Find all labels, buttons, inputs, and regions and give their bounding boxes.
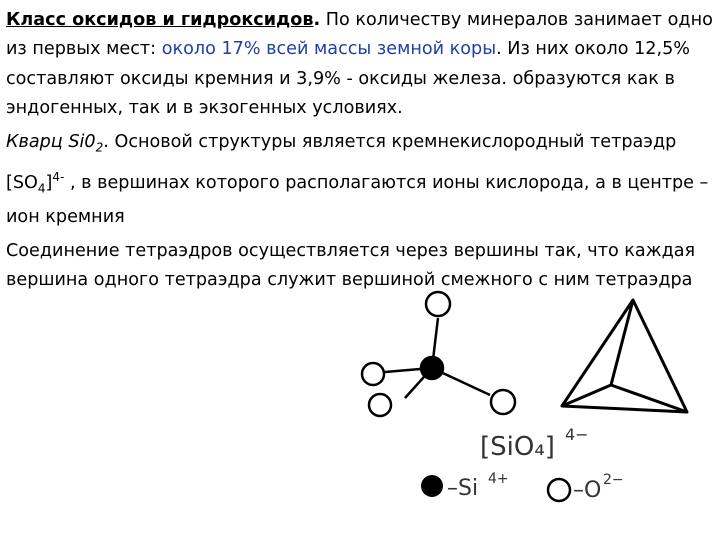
mineral-subscript: 2 <box>95 140 104 155</box>
wireframe-tetrahedron <box>562 300 687 412</box>
formula-bracket: ] <box>45 172 53 193</box>
formula-charge: 4− <box>565 425 589 444</box>
oxygen-atom-right <box>491 390 515 414</box>
formula-label <box>480 425 589 462</box>
oxygen-atom-left <box>362 363 384 385</box>
oxygen-atom-back <box>369 394 391 416</box>
highlight-text: около 17% всей массы земной коры <box>161 39 497 60</box>
para2-text-a: . Основой структуры является кремнекислородный тетраэдр [SO <box>6 131 677 193</box>
para3-text: Соединение тетраэдров осуществляется через вершины так, что каждая вершина одного тетраэдра служит вершиной смежного с ним тетраэдра <box>6 240 696 291</box>
formula-superscript: 4- <box>52 169 65 184</box>
section-title: Класс оксидов и гидроксидов <box>6 10 314 30</box>
mineral-name: Кварц Si0 <box>6 131 96 152</box>
legend-oxygen-circle <box>548 479 570 501</box>
legend <box>421 471 624 503</box>
para2-text-b: , в вершинах которого располагаются ионы кислорода, а в центре – ион кремния <box>6 172 709 228</box>
para1-text-a: По количеству минералов занимает одно из первых мест: <box>6 10 713 60</box>
formula-text: [SiO₄] <box>480 432 555 462</box>
tetra-edge-1 <box>611 300 633 385</box>
oxygen-atom-top <box>426 292 450 316</box>
para1-text-b: . Из них около 12,5% составляют оксиды кремния и 3,9% - оксиды железа. образуются как в эндогенных, так и в экзогенных условиях. <box>6 39 691 119</box>
legend-o-charge: 2− <box>603 472 624 488</box>
formula-subscript: 4 <box>37 180 46 195</box>
tetra-outline <box>562 300 687 412</box>
ball-stick-model <box>362 292 515 416</box>
silicon-atom <box>421 357 443 379</box>
title-period: . <box>313 10 321 30</box>
legend-si-label: –Si <box>447 476 479 501</box>
legend-silicon-dot <box>421 475 443 497</box>
legend-o-label: –O <box>573 478 602 503</box>
legend-si-charge: 4+ <box>488 471 509 487</box>
